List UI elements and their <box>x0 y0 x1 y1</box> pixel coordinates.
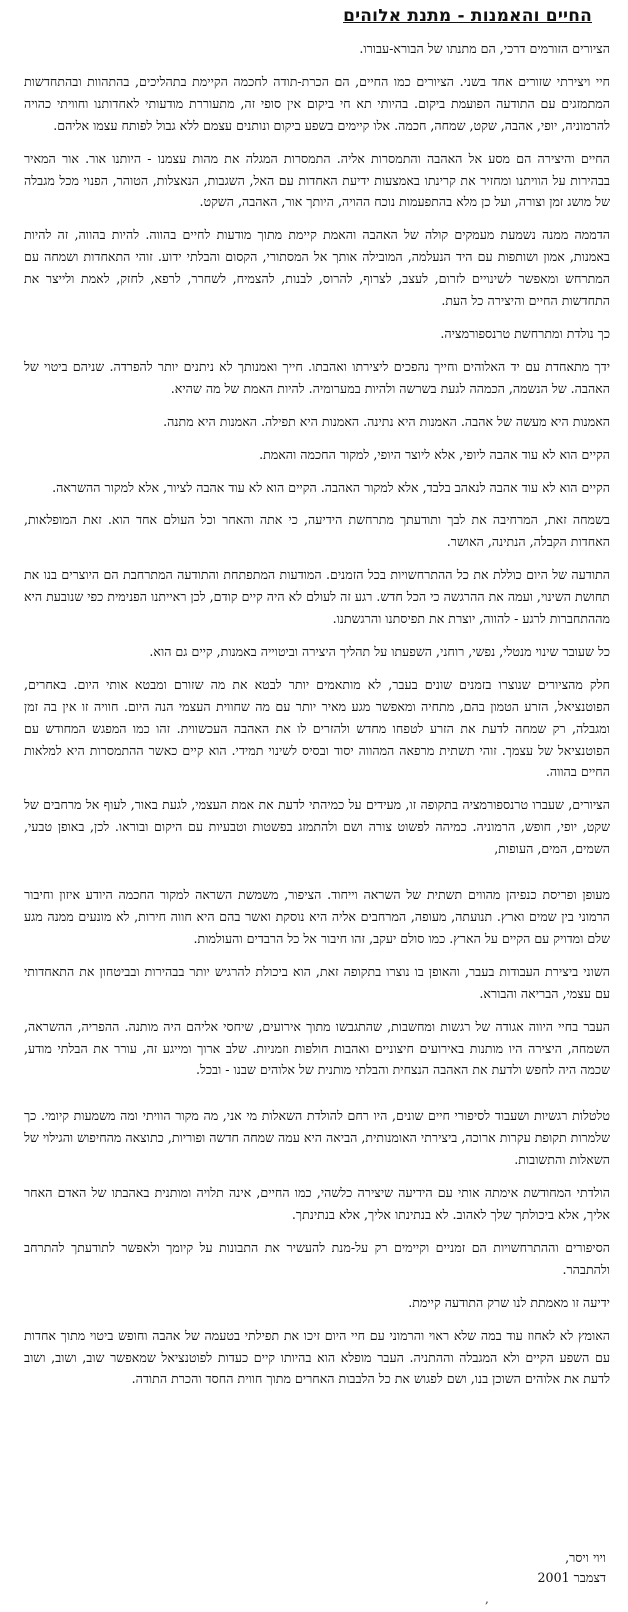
paragraph: התודעה של היום כוללת את כל ההתרחשויות בכל הזמנים. המודעות המתפתחת והתודעה המתרחבת הם היוצרים בנו את תחושת השינוי, ועמה את ההרגשה כי הכל חדש. רגע זה לעולם לא היה קיים קודם, לכן ראייתנו הפנימית כפי שנובעת היא מההתחברות לרגע - להווה, יוצרת את תפיסתנו והרגשתנו. <box>24 567 610 627</box>
paragraph: הקיים הוא לא עוד אהבה ליופי, אלא ליוצר היופי, למקור החכמה והאמת. <box>259 446 610 462</box>
signature-name: ויוי ויסר, <box>565 1550 606 1565</box>
paragraph: ידך מתאחדת עם יד האלוהים וחייך נהפכים ליצירתו ואהבתו. חייך ואמנותך לא ניתנים יותר להפרדה. שניהם ביטוי של האהבה. של הנשמה, הכמהה לגעת בשרשה ולהיות במערומיה. להיות האמת של מה שהיא. <box>24 358 610 396</box>
paragraph: הדממה ממנה נשמעת מעמקים קולה של האהבה והאמת קיימת מתוך מודעות לחיים בהווה. להיות בהווה, זה להיות באמנות, אמון ושותפות עם היד הנעלמה, המובילה אותך אל המסתורי, הקסום והבלתי ידוע. זוהי התאחדות ושמחה עם המתרחש ומאפשר לשינויים לזרום, לעצב, לצרוף, להרוס, לבנות, להצמיח, לשחרר, לרפא, לחזק, לאמת ולייצר את התחדשות החיים והיצירה כל העת. <box>24 227 610 309</box>
paragraph: הקיים הוא לא עוד אהבה לנאהב בלבד, אלא למקור האהבה. הקיים הוא לא עוד אהבה לציור, אלא למקור ההשראה. <box>52 479 610 495</box>
paragraph: חלק מהציורים שנוצרו בזמנים שונים בעבר, לא מותאמים יותר לבטא את מה שזורם ומבטא אותי היום. באחרים, הפוטנציאל, הזרע הטמון בהם, מתחיה ומאפשר מגע מאיר יותר עם מה שחווית העצמי הנה היום. חוויה זו אין בה זמן ומגבלה, רק שמחה לדעת את הזרע לטפחו מחדש ולהזרים לו את האהבה העכשווית. זהו כמו המפגש המחודש עם הפוטנציאל של עצמך. זוהי תשתית מרפאה המהווה יסוד ובסיס לשינוי תמידי. הוא קיים כאשר ההתמסרות היא למלאות החיים בהווה. <box>24 676 610 780</box>
paragraph: החיים והיצירה הם מסע אל האהבה והתמסרות אליה. התמסרות המגלה את מהות עצמנו - היותנו אור. אור המאיר בבהירות על הוויתנו ומחזיר את קרינתו באמצעות ידיעת האחדות עם האל, השגבות, הנאצלות, הטוהר, הפנוי מכל מגבלה של מושג זמן וצורה, ועל כן מלא בהתפעמות נוכח ההויה, היותך אור, האהבה, השקט. <box>24 150 610 210</box>
paragraph: הציורים, שעברו טרנספורמציה בתקופה זו, מעידים על כמיהתי לדעת את אמת העצמי, לגעת באור, לעוף אל מרחבים של שקט, יופי, חופש, הרמוניה. כמיהה לפשוט צורה ושם ולהתמזג בפשטות וטבעיות עם היקום ובוראו. לכן, באופן טבעי, השמים, המים, העופות, <box>24 797 610 857</box>
paragraph: העבר בחיי היווה אגודה של רגשות ומחשבות, שהתגבשו מתוך אירועים, שיחסי אליהם היה מותנה. ההפריה, ההשראה, השמחה, היצירה היו מותנות באירועים חיצוניים ואהבות חולפות וזמניות. שלב ארוך ומייגע זה, עורר את הבלתי מודע, שכמה היה לחפש ולדעת את האהבה הנצחית והבלתי מותנית של אלוהים שבנו - ובכל. <box>24 1018 610 1078</box>
paragraph: האמנות היא מעשה של אהבה. האמנות היא נתינה. האמנות היא תפילה. האמנות היא מתנה. <box>163 413 610 429</box>
paragraph: ידיעה זו מאמתת לנו שרק התודעה קיימת. <box>408 1294 610 1310</box>
paragraph: בשמחה זאת, המרחיבה את לבך ותודעתך מתרחשת הידיעה, כי אתה והאחר וכל העולם אחד הוא. זאת המופלאות, האחדות הקבלה, הנתינה, האושר. <box>24 512 610 550</box>
signature-date: דצמבר 2001 <box>537 1570 606 1585</box>
paragraph: כל שעובר שינוי מנטלי, נפשי, רוחני, השפעתו על תהליך היצירה וביטוייה באמנות, קיים גם הוא. <box>149 643 610 659</box>
stray-mark: , <box>485 1592 489 1606</box>
signature-block <box>538 1548 606 1588</box>
paragraph: השוני ביצירת העבודות בעבר, והאופן בו נוצרו בתקופה זאת, הוא ביכולת להרגיש יותר בבהירות ובביטחון את התאחדותי עם עצמי, הבריאה והבורא. <box>24 963 610 1001</box>
document-title: החיים והאמנות - מתנת אלוהים <box>343 6 592 26</box>
paragraph: הולדתי המחודשת אימתה אותי עם הידיעה שיצירה כלשהי, כמו החיים, אינה תלויה ומותנית באהבתו של האדם האחר אליך, אלא ביכולתך שלך לאהוב. לא בנתינתו אליך, אלא בנתינתך. <box>24 1185 610 1222</box>
paragraph: חיי ויצירתי שזורים אחד בשני. הציורים כמו החיים, הם הכרת-תודה לחכמה הקיימת בתהליכים, בהתהוות ובהתחדשות המתמזגים עם התודעה הפועמת ביקום. בהיותי תא חי ביקום אין סופי זה, מתעוררת מודעותי לאחדותנו וחוויתי כהויה להרמוניה, יופי, אהבה, שקט, שמחה, חכמה. אלו קיימים בשפע ביקום ונותנים עצמם ללא גבול לפותח עצמו אליהם. <box>24 73 610 133</box>
paragraph: מעופן ופריסת כנפיהן מהווים תשתית של השראה וייחוד. הציפור, משמשת השראה למקור החכמה היודע איזון וחיבור הרמוני בין שמים וארץ. תנועתה, מעופה, המרחבים אליה היא נוסקת ואשר בהם היא חווה חירות, לא מונעים ממנה מגע שלם ומדויק עם הקיים על הארץ. כמו סולם יעקב, זהו חיבור אל כל הרבדים והעולמות. <box>24 887 610 946</box>
paragraph: טלטלות רגשיות ושעבוד לסיפורי חיים שונים, היו רחם להולדת השאלות מי אני, מה מקור הוויתי ומה משמעות קיומי. כך שלמרות תקופת עקרות ארוכה, ביצירתי האומנותית, הביאה היא עמה שמחה חדשה ופוריות, כתוצאה מהחיפוש והגילוי של השאלות והתשובות. <box>24 1108 610 1168</box>
paragraph: כך נולדת ומתרחשת טרנספורמציה. <box>440 325 610 341</box>
paragraph: האומץ לא לאחוז עוד במה שלא ראוי והרמוני עם חיי היום זיכו את תפילתי בטעמה של אהבה וחופש ביטוי מתוך אחדות עם השפע הקיים ולא המגבלה וההתניה. העבר מופלא הוא בהיותו קיים כעדות לפוטנציאל שמאפשר שוב, ושוב, ושוב לדעת את אלוהים השוכן בנו, ושם לפגוש את כל הלבבות האחרים מתוך חווית החסד והכרת התודה. <box>24 1327 610 1387</box>
paragraph: הציורים הזורמים דרכי, הם מתנתו של הבורא-עבורו. <box>359 41 610 56</box>
document-body <box>24 38 610 1390</box>
paragraph: הסיפורים וההתרחשויות הם זמניים וקיימים רק על-מנת להעשיר את התבונות על קיומך ולאפשר לתודעתך להתרחב ולהתבהר. <box>24 1239 610 1277</box>
